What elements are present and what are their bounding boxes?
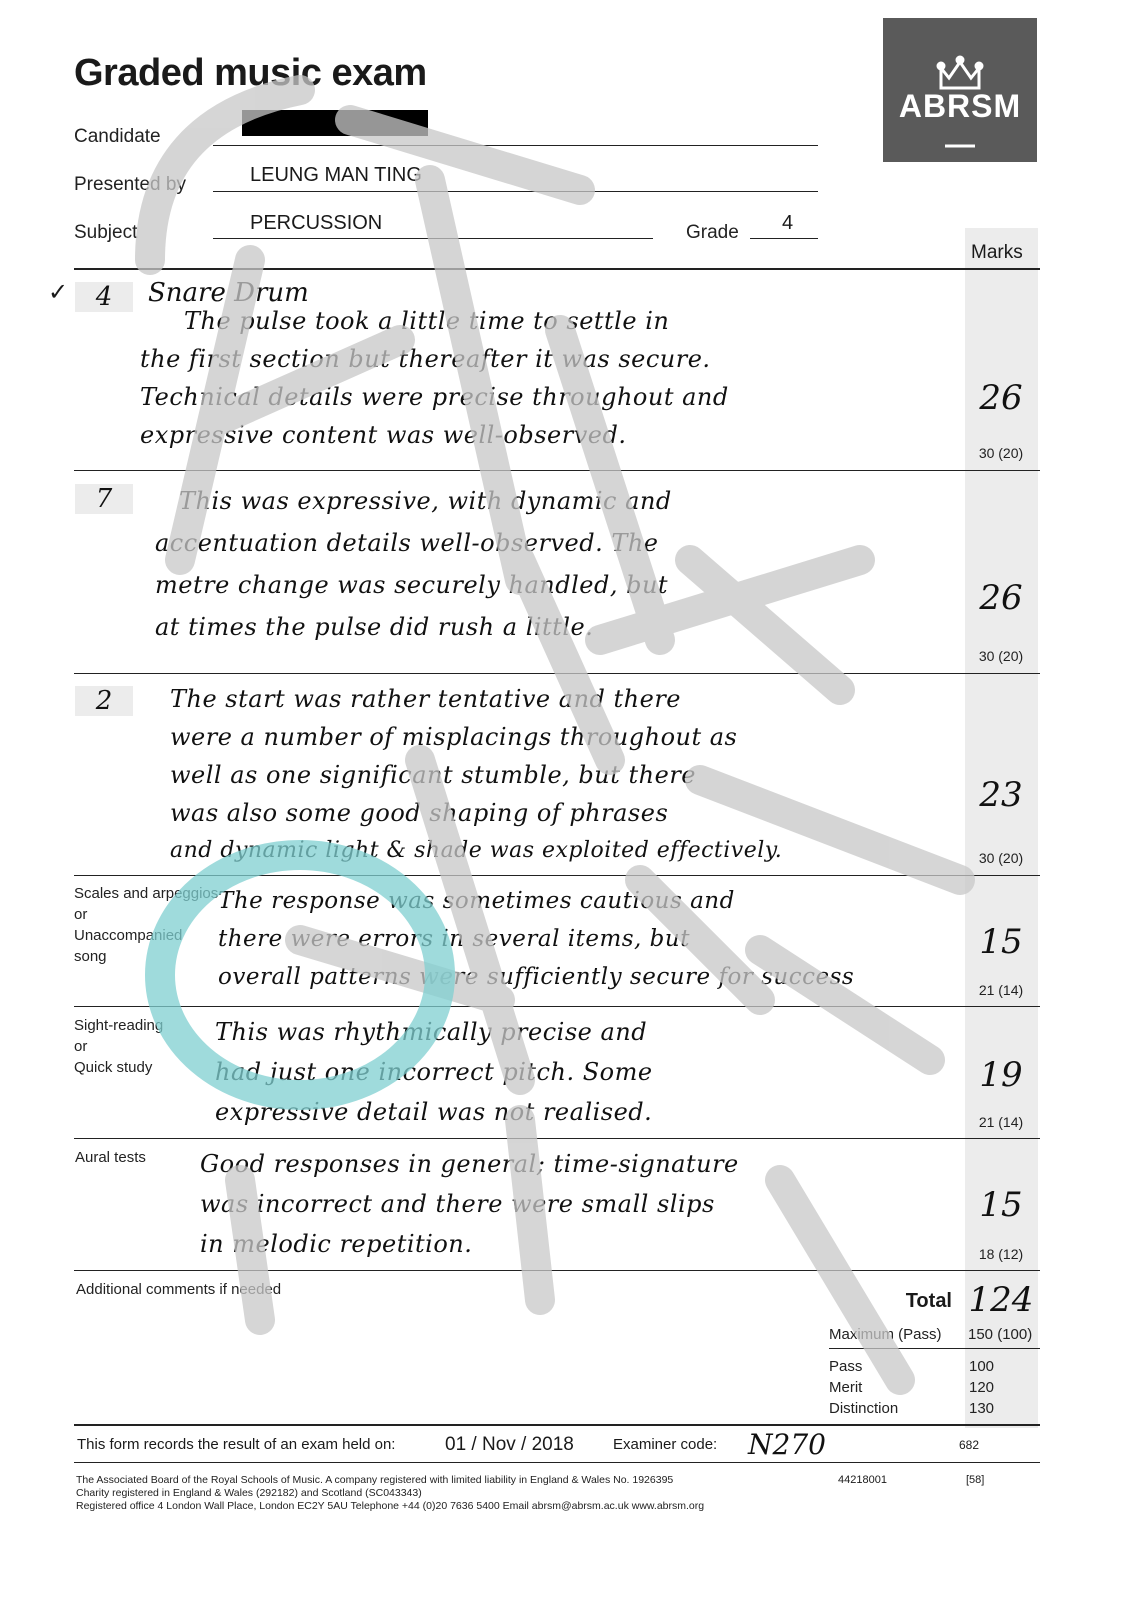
comment-line: expressive detail was not realised. (215, 1098, 653, 1126)
grade-bands (829, 1356, 1029, 1419)
page-title: Graded music exam (74, 52, 427, 94)
logo-text: ABRSM (898, 88, 1022, 124)
aural-label: Aural tests (75, 1149, 146, 1166)
abrsm-logo (883, 18, 1037, 162)
grade-value: 4 (782, 212, 794, 234)
aural-max: 18 (12) (978, 1246, 1024, 1262)
subject-label: Subject (74, 222, 138, 243)
comment-line: there were errors in several items, but (218, 926, 690, 952)
band-pass: Pass 100 (829, 1358, 995, 1375)
candidate-redaction (242, 110, 428, 136)
comment-line: well as one significant stumble, but there (170, 761, 696, 789)
comment-line: had just one incorrect pitch. Some (215, 1058, 653, 1086)
piece-comment (155, 480, 935, 648)
comment-line: accentuation details well-observed. The (155, 529, 659, 557)
comment-line: The response was sometimes cautious and (218, 888, 735, 914)
comment-line: This was expressive, with dynamic and (179, 487, 672, 515)
scales-max: 21 (14) (978, 982, 1024, 998)
piece-tick: ✓ (48, 279, 69, 306)
comment-line: This was rhythmically precise and (215, 1018, 648, 1046)
exam-date: 01 / Nov / 2018 (445, 1434, 574, 1455)
additional-comments-label: Additional comments if needed (76, 1281, 282, 1298)
piece-mark: 26 (979, 578, 1023, 618)
maximum-value: 150 (100) (968, 1326, 1033, 1343)
total-label: Total (905, 1290, 952, 1312)
subject-value: PERCUSSION (250, 212, 383, 234)
grade-label: Grade (686, 222, 739, 243)
piece-comment (140, 302, 920, 454)
comment-line: the first section but thereafter it was secure. (140, 345, 711, 373)
comment-line: and dynamic light & shade was exploited effectively. (170, 838, 783, 863)
comment-line: expressive content was well-observed. (140, 421, 627, 449)
comment-line: Technical details were precise throughout and (140, 383, 729, 411)
comment-line: was also some good shaping of phrases (170, 799, 669, 827)
band-distinction: Distinction 130 (829, 1400, 995, 1417)
sight-reading-comment (215, 1012, 955, 1132)
piece-max: 30 (20) (978, 648, 1024, 664)
presented-by-value: LEUNG MAN TING (250, 164, 422, 186)
aural-mark: 15 (979, 1185, 1023, 1225)
footer-text: The Associated Board of the Royal Schools of Music. A company registered with limited liability in England & Wales No. 1926395 Charity registered in England & Wales (292182) and Scotland (SC043343) Registered office 4 London Wall Place, London EC2Y 5AU Telephone +44 (0)20 7636 5400 Email abrsm@abrsm.ac.uk www.abrsm.org (76, 1474, 705, 1512)
sight-reading-label: Sight-reading or Quick study (74, 1017, 164, 1076)
piece-mark: 23 (979, 775, 1023, 815)
footer-ref: 44218001 (838, 1474, 887, 1486)
comment-line: in melodic repetition. (200, 1230, 473, 1258)
sight-reading-max: 21 (14) (978, 1114, 1024, 1130)
piece-instrument: Snare Drum (148, 278, 309, 308)
exam-line-label: This form records the result of an exam held on: (77, 1436, 396, 1453)
piece-max: 30 (20) (978, 850, 1024, 866)
piece-max: 30 (20) (978, 445, 1024, 461)
maximum-label: Maximum (Pass) (829, 1326, 942, 1343)
marks-heading: Marks (971, 242, 1023, 263)
piece-number: 2 (75, 686, 133, 716)
total-value: 124 (968, 1280, 1034, 1320)
comment-line: The pulse took a little time to settle in (184, 307, 670, 335)
comment-line: at times the pulse did rush a little. (155, 613, 594, 641)
examiner-code-label: Examiner code: (613, 1436, 718, 1453)
band-merit: Merit 120 (829, 1379, 995, 1396)
piece-comment (170, 680, 950, 870)
piece-number: 4 (75, 282, 133, 312)
scales-mark: 15 (979, 922, 1023, 962)
comment-line: were a number of misplacings throughout as (170, 723, 738, 751)
aural-comment (200, 1144, 960, 1264)
footer-ref-2: [58] (966, 1474, 985, 1486)
comment-line: overall patterns were sufficiently secure for success (218, 964, 855, 990)
sight-reading-mark: 19 (979, 1055, 1023, 1095)
presented-by-label: Presented by (74, 174, 186, 195)
candidate-label: Candidate (74, 126, 161, 147)
comment-line: metre change was securely handled, but (155, 571, 669, 599)
comment-line: Good responses in general; time-signature (200, 1150, 739, 1178)
comment-line: was incorrect and there were small slips (200, 1190, 715, 1218)
scales-label: Scales and arpeggios or Unaccompanied song (74, 885, 219, 965)
scales-comment (218, 882, 958, 996)
piece-number: 7 (75, 484, 133, 514)
examiner-code: N270 (748, 1428, 826, 1461)
comment-line: The start was rather tentative and there (170, 685, 682, 713)
form-code: 682 (959, 1438, 980, 1452)
piece-mark: 26 (979, 378, 1023, 418)
